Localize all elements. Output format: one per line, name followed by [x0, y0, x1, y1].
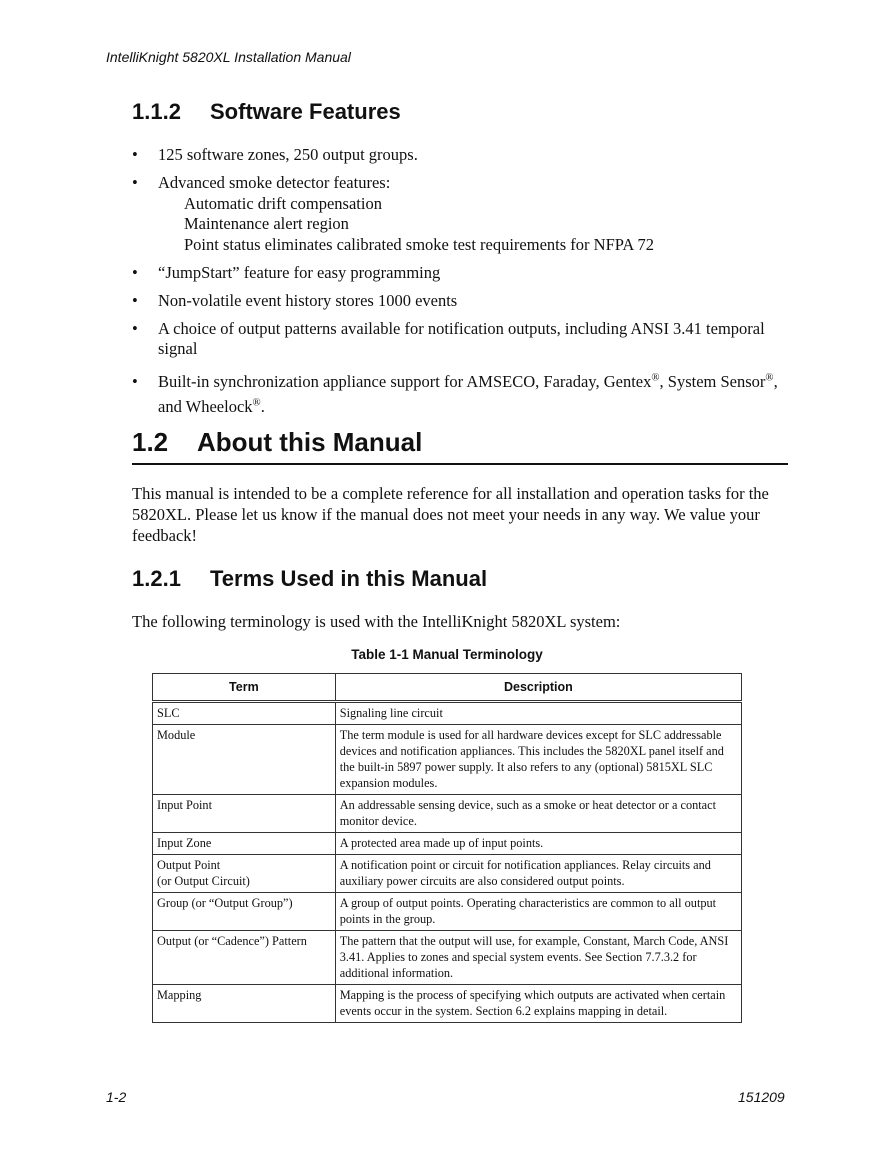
sub-item: Maintenance alert region — [184, 214, 349, 233]
list-item: • Built-in synchronization appliance support for AMSECO, Faraday, Gentex®, System Sensor®, and Wheelock®. — [132, 371, 778, 416]
table-header-row — [153, 674, 742, 702]
section-number: 1.2 — [132, 427, 169, 457]
term-cell: Mapping — [153, 985, 336, 1023]
sub-item: Automatic drift compensation — [184, 193, 382, 213]
section-1-2-heading — [132, 427, 422, 458]
running-header: IntelliKnight 5820XL Installation Manual — [106, 49, 351, 65]
table-row — [153, 985, 742, 1023]
description-cell: An addressable sensing device, such as a smoke or heat detector or a contact monitor device. — [335, 795, 741, 833]
description-cell: A protected area made up of input points. — [335, 833, 741, 855]
table-row — [153, 725, 742, 795]
term-cell: Output (or “Cadence”) Pattern — [153, 931, 336, 985]
term-cell: Module — [153, 725, 336, 795]
section-1-1-2-heading — [132, 99, 401, 125]
section-number: 1.2.1 — [132, 566, 181, 591]
term-cell: SLC — [153, 702, 336, 725]
table-row — [153, 833, 742, 855]
list-item: • Non-volatile event history stores 1000 events — [132, 290, 458, 310]
footer-page-number: 1-2 — [106, 1089, 127, 1105]
terminology-table — [152, 673, 742, 1023]
table-caption: Table 1-1 Manual Terminology — [351, 647, 543, 662]
description-cell: The term module is used for all hardware devices except for SLC addressable devices and notification appliances. This includes the 5820XL panel itself and the built-in 5897 power supply. It also refers to any (optional) 5815XL SLC expansion modules. — [335, 725, 741, 795]
column-header-description: Description — [335, 674, 741, 702]
table-row — [153, 702, 742, 725]
section-number: 1.1.2 — [132, 99, 181, 124]
description-cell: A notification point or circuit for notification appliances. Relay circuits and auxiliary power circuits are also considered output points. — [335, 855, 741, 893]
table-row — [153, 931, 742, 985]
footer-doc-number: 151209 — [738, 1089, 785, 1105]
term-cell: Input Zone — [153, 833, 336, 855]
term-cell: Input Point — [153, 795, 336, 833]
description-cell: Mapping is the process of specifying which outputs are activated when certain events occur in the system. Section 6.2 explains mapping in detail. — [335, 985, 741, 1023]
table-row — [153, 855, 742, 893]
software-features-list — [132, 145, 792, 426]
section-1-2-1-heading — [132, 566, 487, 592]
section-title: Software Features — [210, 99, 401, 124]
terms-intro: The following terminology is used with the IntelliKnight 5820XL system: — [132, 612, 621, 631]
about-paragraph: This manual is intended to be a complete reference for all installation and operation tasks for the 5820XL. Please let us know if the manual does not meet your needs in any way. We value your feedback! — [132, 484, 769, 545]
list-item: • A choice of output patterns available for notification outputs, including ANSI 3.41 temporal signal — [132, 318, 765, 358]
term-cell: Group (or “Output Group”) — [153, 893, 336, 931]
list-item: • Advanced smoke detector features: Automatic drift compensation Maintenance alert region Point status eliminates calibrated smoke test requirements for NFPA 72 — [132, 173, 792, 255]
section-divider — [132, 463, 788, 465]
section-title: Terms Used in this Manual — [210, 566, 488, 591]
description-cell: Signaling line circuit — [335, 702, 741, 725]
term-cell: Output Point (or Output Circuit) — [153, 855, 336, 893]
description-cell: The pattern that the output will use, for example, Constant, March Code, ANSI 3.41. Applies to zones and special system events. See Section 7.7.3.2 for additional information. — [335, 931, 741, 985]
list-item: • “JumpStart” feature for easy programming — [132, 262, 441, 282]
table-row — [153, 795, 742, 833]
description-cell: A group of output points. Operating characteristics are common to all output points in the group. — [335, 893, 741, 931]
section-title: About this Manual — [197, 427, 423, 457]
sub-item: Point status eliminates calibrated smoke test requirements for NFPA 72 — [184, 234, 655, 254]
table-row — [153, 893, 742, 931]
column-header-term: Term — [153, 674, 336, 702]
list-item: • 125 software zones, 250 output groups. — [132, 145, 418, 164]
